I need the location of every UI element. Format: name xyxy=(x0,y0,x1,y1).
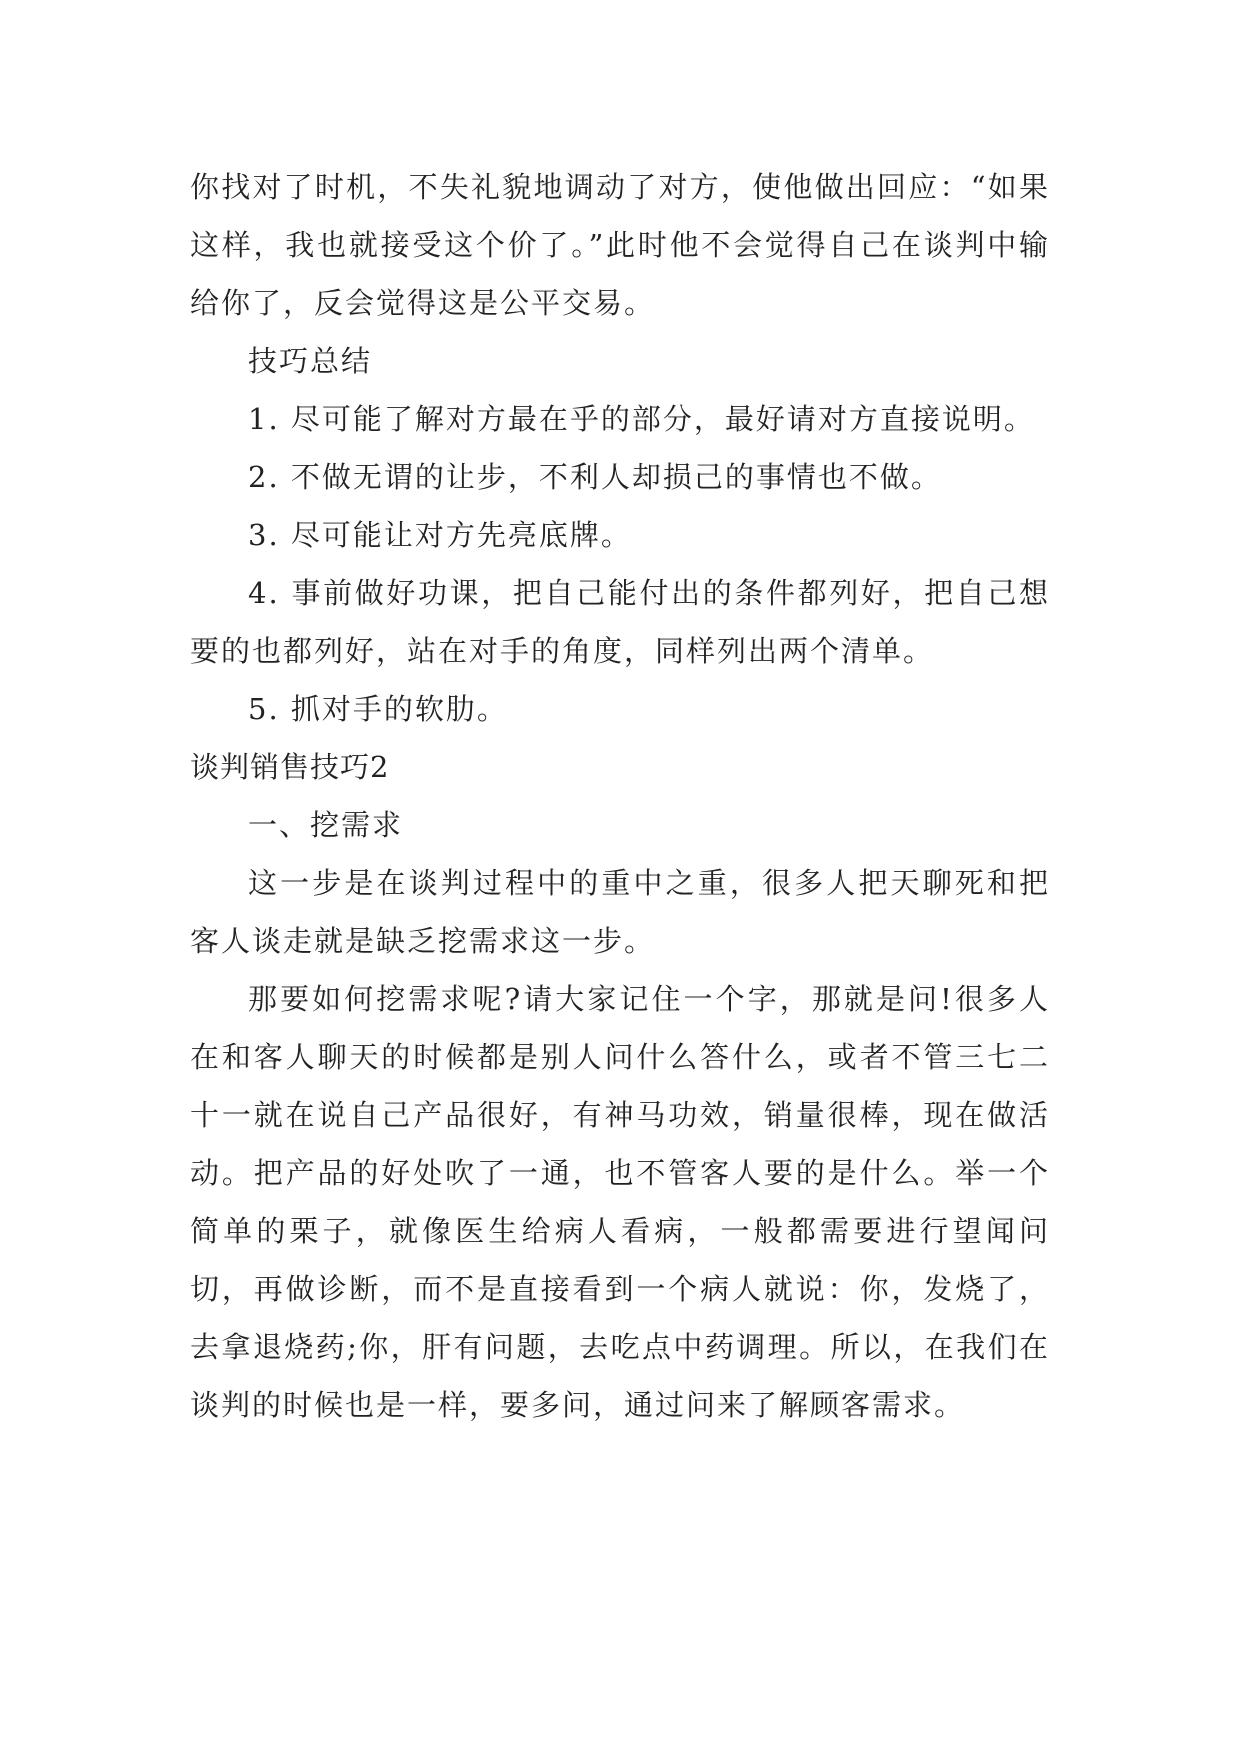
paragraph-tip-5: 5. 抓对手的软肋。 xyxy=(248,692,508,726)
paragraph-tip-2: 2. 不做无谓的让步，不利人却损己的事情也不做。 xyxy=(248,460,942,494)
section-heading: 谈判销售技巧2 xyxy=(190,750,390,784)
paragraph-tips-summary-title: 技巧总结 xyxy=(248,344,373,378)
paragraph-subheading: 一、挖需求 xyxy=(248,808,404,842)
paragraph-tip-4: 4. 事前做好功课，把自己能付出的条件都列好，把自己想要的也都列好，站在对手的角度，同样列出两个清单。 xyxy=(190,576,1050,668)
paragraph-tip-3: 3. 尽可能让对方先亮底牌。 xyxy=(248,518,632,552)
document-body xyxy=(190,158,1050,1434)
paragraph-body-2: 那要如何挖需求呢?请大家记住一个字，那就是问!很多人在和客人聊天的时候都是别人问什么答什么，或者不管三七二十一就在说自己产品很好，有神马功效，销量很棒，现在做活动。把产品的好处吹了一通，也不管客人要的是什么。举一个简单的栗子，就像医生给病人看病，一般都需要进行望闻问切，再做诊断，而不是直接看到一个病人就说：你，发烧了，去拿退烧药;你，肝有问题，去吃点中药调理。所以，在我们在谈判的时候也是一样，要多问，通过问来了解顾客需求。 xyxy=(190,982,1050,1422)
paragraph-tip-1: 1. 尽可能了解对方最在乎的部分，最好请对方直接说明。 xyxy=(248,402,1035,436)
paragraph-body-1: 这一步是在谈判过程中的重中之重，很多人把天聊死和把客人谈走就是缺乏挖需求这一步。 xyxy=(190,866,1050,958)
paragraph-continuation: 你找对了时机，不失礼貌地调动了对方，使他做出回应：“如果这样，我也就接受这个价了。”此时他不会觉得自己在谈判中输给你了，反会觉得这是公平交易。 xyxy=(190,170,1050,320)
